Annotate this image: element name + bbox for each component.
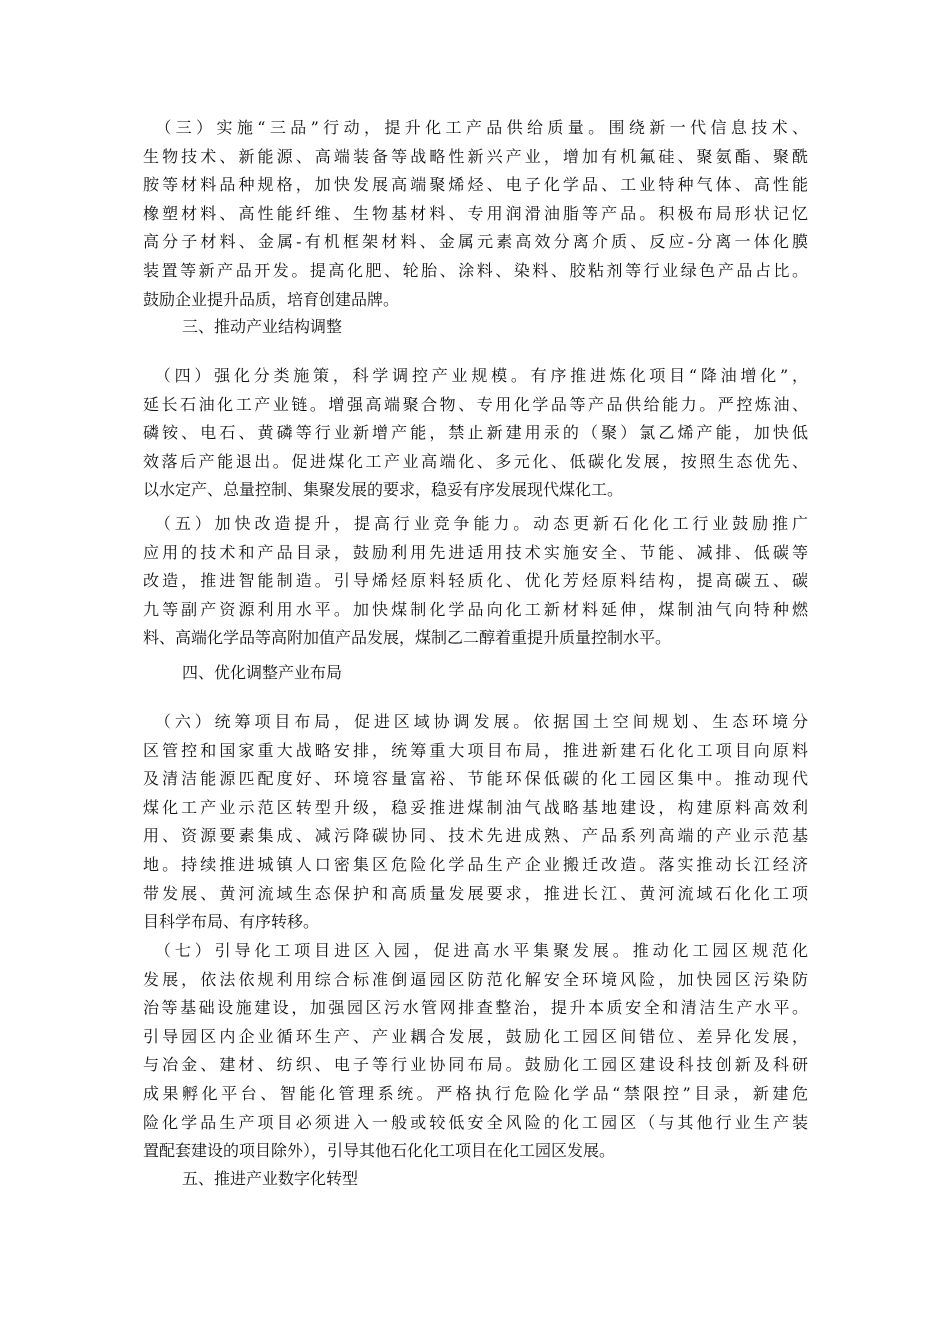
text-line: 引导园区内企业循环生产、产业耦合发展，鼓励化工园区间错位、差异化发展， — [143, 1026, 808, 1046]
text-line: 延长石油化工产业链。增强高端聚合物、专用化学品等产品供给能力。严控炼油、 — [143, 394, 808, 414]
text-line: 料、高端化学品等高附加值产品发展，煤制乙二醇着重提升质量控制水平。 — [143, 628, 672, 648]
text-line: 区管控和国家重大战略安排，统筹重大项目布局，推进新建石化化工项目向原料 — [143, 740, 808, 760]
paragraph-6 — [143, 708, 808, 937]
section-heading-4: 四、优化调整产业布局 — [182, 663, 343, 682]
text-line: 应用的技术和产品目录，鼓励利用先进适用技术实施安全、节能、减排、低碳等 — [143, 542, 808, 562]
text-line: 地。持续推进城镇人口密集区危险化学品生产企业搬迁改造。落实推动长江经济 — [143, 854, 808, 874]
text-line: 橡塑材料、高性能纤维、生物基材料、专用润滑油脂等产品。积极布局形状记忆 — [143, 203, 808, 223]
text-line: 险化学品生产项目必须进入一般或较低安全风险的化工园区（与其他行业生产装 — [143, 1112, 808, 1132]
text-line: 煤化工产业示范区转型升级，稳妥推进煤制油气战略基地建设，构建原料高效利 — [143, 797, 808, 817]
section-heading-3: 三、推动产业结构调整 — [182, 317, 343, 336]
paragraph-5 — [143, 510, 808, 653]
text-line: 发展，依法依规利用综合标准倒逼园区防范化解安全环境风险，加快园区污染防 — [143, 969, 808, 989]
text-line: 胺等材料品种规格，加快发展高端聚烯烃、电子化学品、工业特种气体、高性能 — [143, 175, 808, 195]
text-line: 以水定产、总量控制、集聚发展的要求，稳妥有序发展现代煤化工。 — [143, 480, 624, 500]
text-line: 与冶金、建材、纺织、电子等行业协同布局。鼓励化工园区建设科技创新及科研 — [143, 1055, 808, 1075]
text-line: （七）引导化工项目进区入园，促进高水平集聚发展。推动化工园区规范化 — [143, 941, 808, 960]
text-line: 效落后产能退出。促进煤化工产业高端化、多元化、低碳化发展，按照生态优先、 — [143, 451, 808, 471]
text-line: 治等基础设施建设，加强园区污水管网排查整治，提升本质安全和清洁生产水平。 — [143, 998, 808, 1018]
text-line: 九等副产资源利用水平。加快煤制化学品向化工新材料延伸，煤制油气向特种燃 — [143, 599, 808, 619]
text-line: 装置等新产品开发。提高化肥、轮胎、涂料、染料、胶粘剂等行业绿色产品占比。 — [143, 260, 808, 280]
text-line: （三）实施“三品”行动，提升化工产品供给质量。围绕新一代信息技术、 — [143, 118, 808, 137]
paragraph-3 — [143, 114, 808, 314]
text-line: 磷铵、电石、黄磷等行业新增产能，禁止新建用汞的（聚）氯乙烯产能，加快低 — [143, 423, 808, 443]
paragraph-4 — [143, 362, 808, 505]
text-line: 成果孵化平台、智能化管理系统。严格执行危险化学品“禁限控”目录，新建危 — [143, 1083, 808, 1103]
text-line: 鼓励企业提升品质，培育创建品牌。 — [143, 289, 400, 309]
text-line: 改造，推进智能制造。引导烯烃原料轻质化、优化芳烃原料结构，提高碳五、碳 — [143, 571, 808, 591]
text-line: 目科学布局、有序转移。 — [143, 912, 320, 932]
text-line: （四）强化分类施策，科学调控产业规模。有序推进炼化项目“降油增化”， — [143, 366, 808, 385]
text-line: 及清洁能源匹配度好、环境容量富裕、节能环保低碳的化工园区集中。推动现代 — [143, 769, 808, 789]
text-line: 带发展、黄河流域生态保护和高质量发展要求，推进长江、黄河流域石化化工项 — [143, 883, 808, 903]
section-heading-5: 五、推进产业数字化转型 — [182, 1169, 359, 1188]
text-line: 用、资源要素集成、减污降碳协同、技术先进成熟、产品系列高端的产业示范基 — [143, 826, 808, 846]
text-line: 高分子材料、金属-有机框架材料、金属元素高效分离介质、反应-分离一体化膜 — [143, 232, 808, 252]
text-line: （六）统筹项目布局，促进区域协调发展。依据国土空间规划、生态环境分 — [143, 712, 808, 731]
text-line: 生物技术、新能源、高端装备等战略性新兴产业，增加有机氟硅、聚氨酯、聚酰 — [143, 146, 808, 166]
text-line: 置配套建设的项目除外），引导其他石化化工项目在化工园区发展。 — [143, 1141, 616, 1161]
text-line: （五）加快改造提升，提高行业竞争能力。动态更新石化化工行业鼓励推广 — [143, 514, 808, 533]
paragraph-7 — [143, 937, 808, 1166]
